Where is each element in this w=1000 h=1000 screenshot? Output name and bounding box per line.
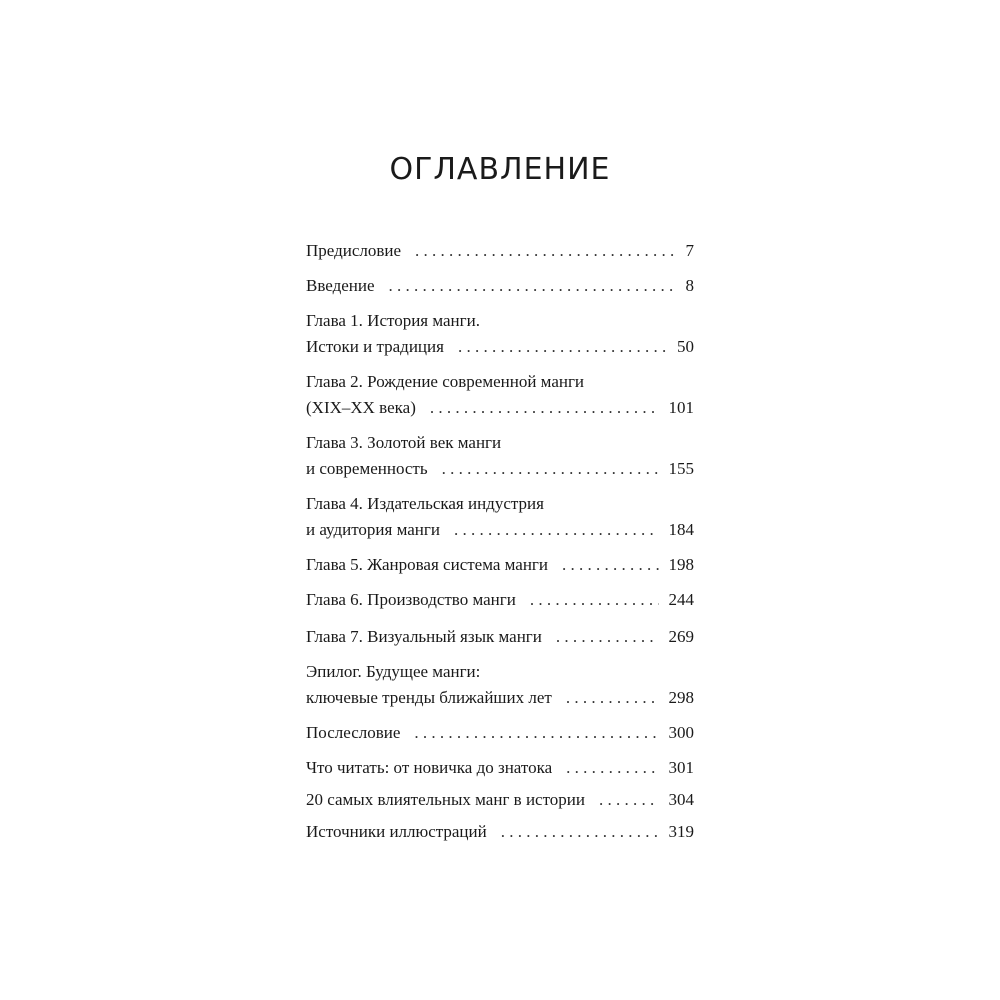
toc-page-number: 155 [668, 459, 694, 478]
toc-entry-chapter-4 [306, 491, 694, 543]
dot-leader [458, 334, 667, 360]
dot-leader [530, 587, 659, 613]
toc-entry-chapter-3 [306, 430, 694, 482]
toc-entry-chapter-6 [306, 587, 694, 613]
page-title: ОГЛАВЛЕНИЕ [389, 152, 611, 187]
toc-page-number: 269 [668, 627, 694, 646]
toc-entry-epilogue [306, 659, 694, 711]
toc-entry-title: Эпилог. Будущее манги: [306, 662, 481, 681]
toc-entry-illustration-sources [306, 819, 694, 845]
dot-leader [389, 273, 676, 299]
toc-entry-chapter-7 [306, 624, 694, 650]
dot-leader [415, 238, 675, 264]
dot-leader [442, 456, 659, 482]
toc-entry-title-continued: Истоки и традиция [306, 337, 444, 356]
toc-entry-title: Что читать: от новичка до знатока [306, 758, 553, 777]
toc-entry-title: Глава 2. Рождение современной манги [306, 372, 585, 391]
toc-page-number: 319 [668, 822, 694, 841]
toc-page-number: 300 [668, 723, 694, 742]
toc-entry-afterword [306, 720, 694, 746]
dot-leader [430, 395, 659, 421]
dot-leader [566, 685, 659, 711]
toc-entry-title: 20 самых влиятельных манг в истории [306, 790, 585, 809]
toc-entry-preface [306, 238, 694, 264]
toc-entry-title: Глава 6. Производство манги [306, 590, 516, 609]
toc-page-number: 184 [668, 520, 694, 539]
toc-entry-title-continued: и современность [306, 459, 428, 478]
toc-entry-title-continued: (XIX–XX века) [306, 398, 416, 417]
toc-entry-chapter-5 [306, 552, 694, 578]
toc-page-number: 101 [668, 398, 694, 417]
toc-entry-title: Глава 5. Жанровая система манги [306, 555, 549, 574]
toc-entry-title: Источники иллюстраций [306, 822, 487, 841]
toc-entry-title: Глава 4. Издательская индустрия [306, 494, 544, 513]
dot-leader [566, 755, 658, 781]
toc-page-number: 50 [677, 337, 694, 356]
dot-leader [501, 819, 659, 845]
toc-entry-title: Глава 7. Визуальный язык манги [306, 627, 542, 646]
dot-leader [599, 787, 659, 813]
toc-entry-title: Предисловие [306, 241, 402, 260]
dot-leader [414, 720, 658, 746]
toc-page-number: 301 [668, 758, 694, 777]
toc-entry-top-20-manga [306, 787, 694, 813]
toc-page-number: 298 [668, 688, 694, 707]
toc-entry-title: Введение [306, 276, 375, 295]
toc-entry-title: Глава 1. История манги. [306, 311, 480, 330]
toc-page-number: 244 [668, 590, 694, 609]
toc-entry-introduction [306, 273, 694, 299]
toc-entry-chapter-2 [306, 369, 694, 421]
toc-page-number: 8 [685, 276, 694, 295]
dot-leader [562, 552, 658, 578]
toc-page-number: 304 [668, 790, 694, 809]
toc-page-number: 7 [685, 241, 694, 260]
toc-entry-title: Послесловие [306, 723, 401, 742]
toc-entry-title: Глава 3. Золотой век манги [306, 433, 502, 452]
toc-entry-reading-list [306, 755, 694, 781]
dot-leader [556, 624, 659, 650]
toc-entry-title-continued: и аудитория манги [306, 520, 440, 539]
toc-entry-chapter-1 [306, 308, 694, 360]
dot-leader [454, 517, 659, 543]
toc-page-number: 198 [668, 555, 694, 574]
toc-entry-title-continued: ключевые тренды ближайших лет [306, 688, 552, 707]
table-of-contents [306, 238, 694, 845]
